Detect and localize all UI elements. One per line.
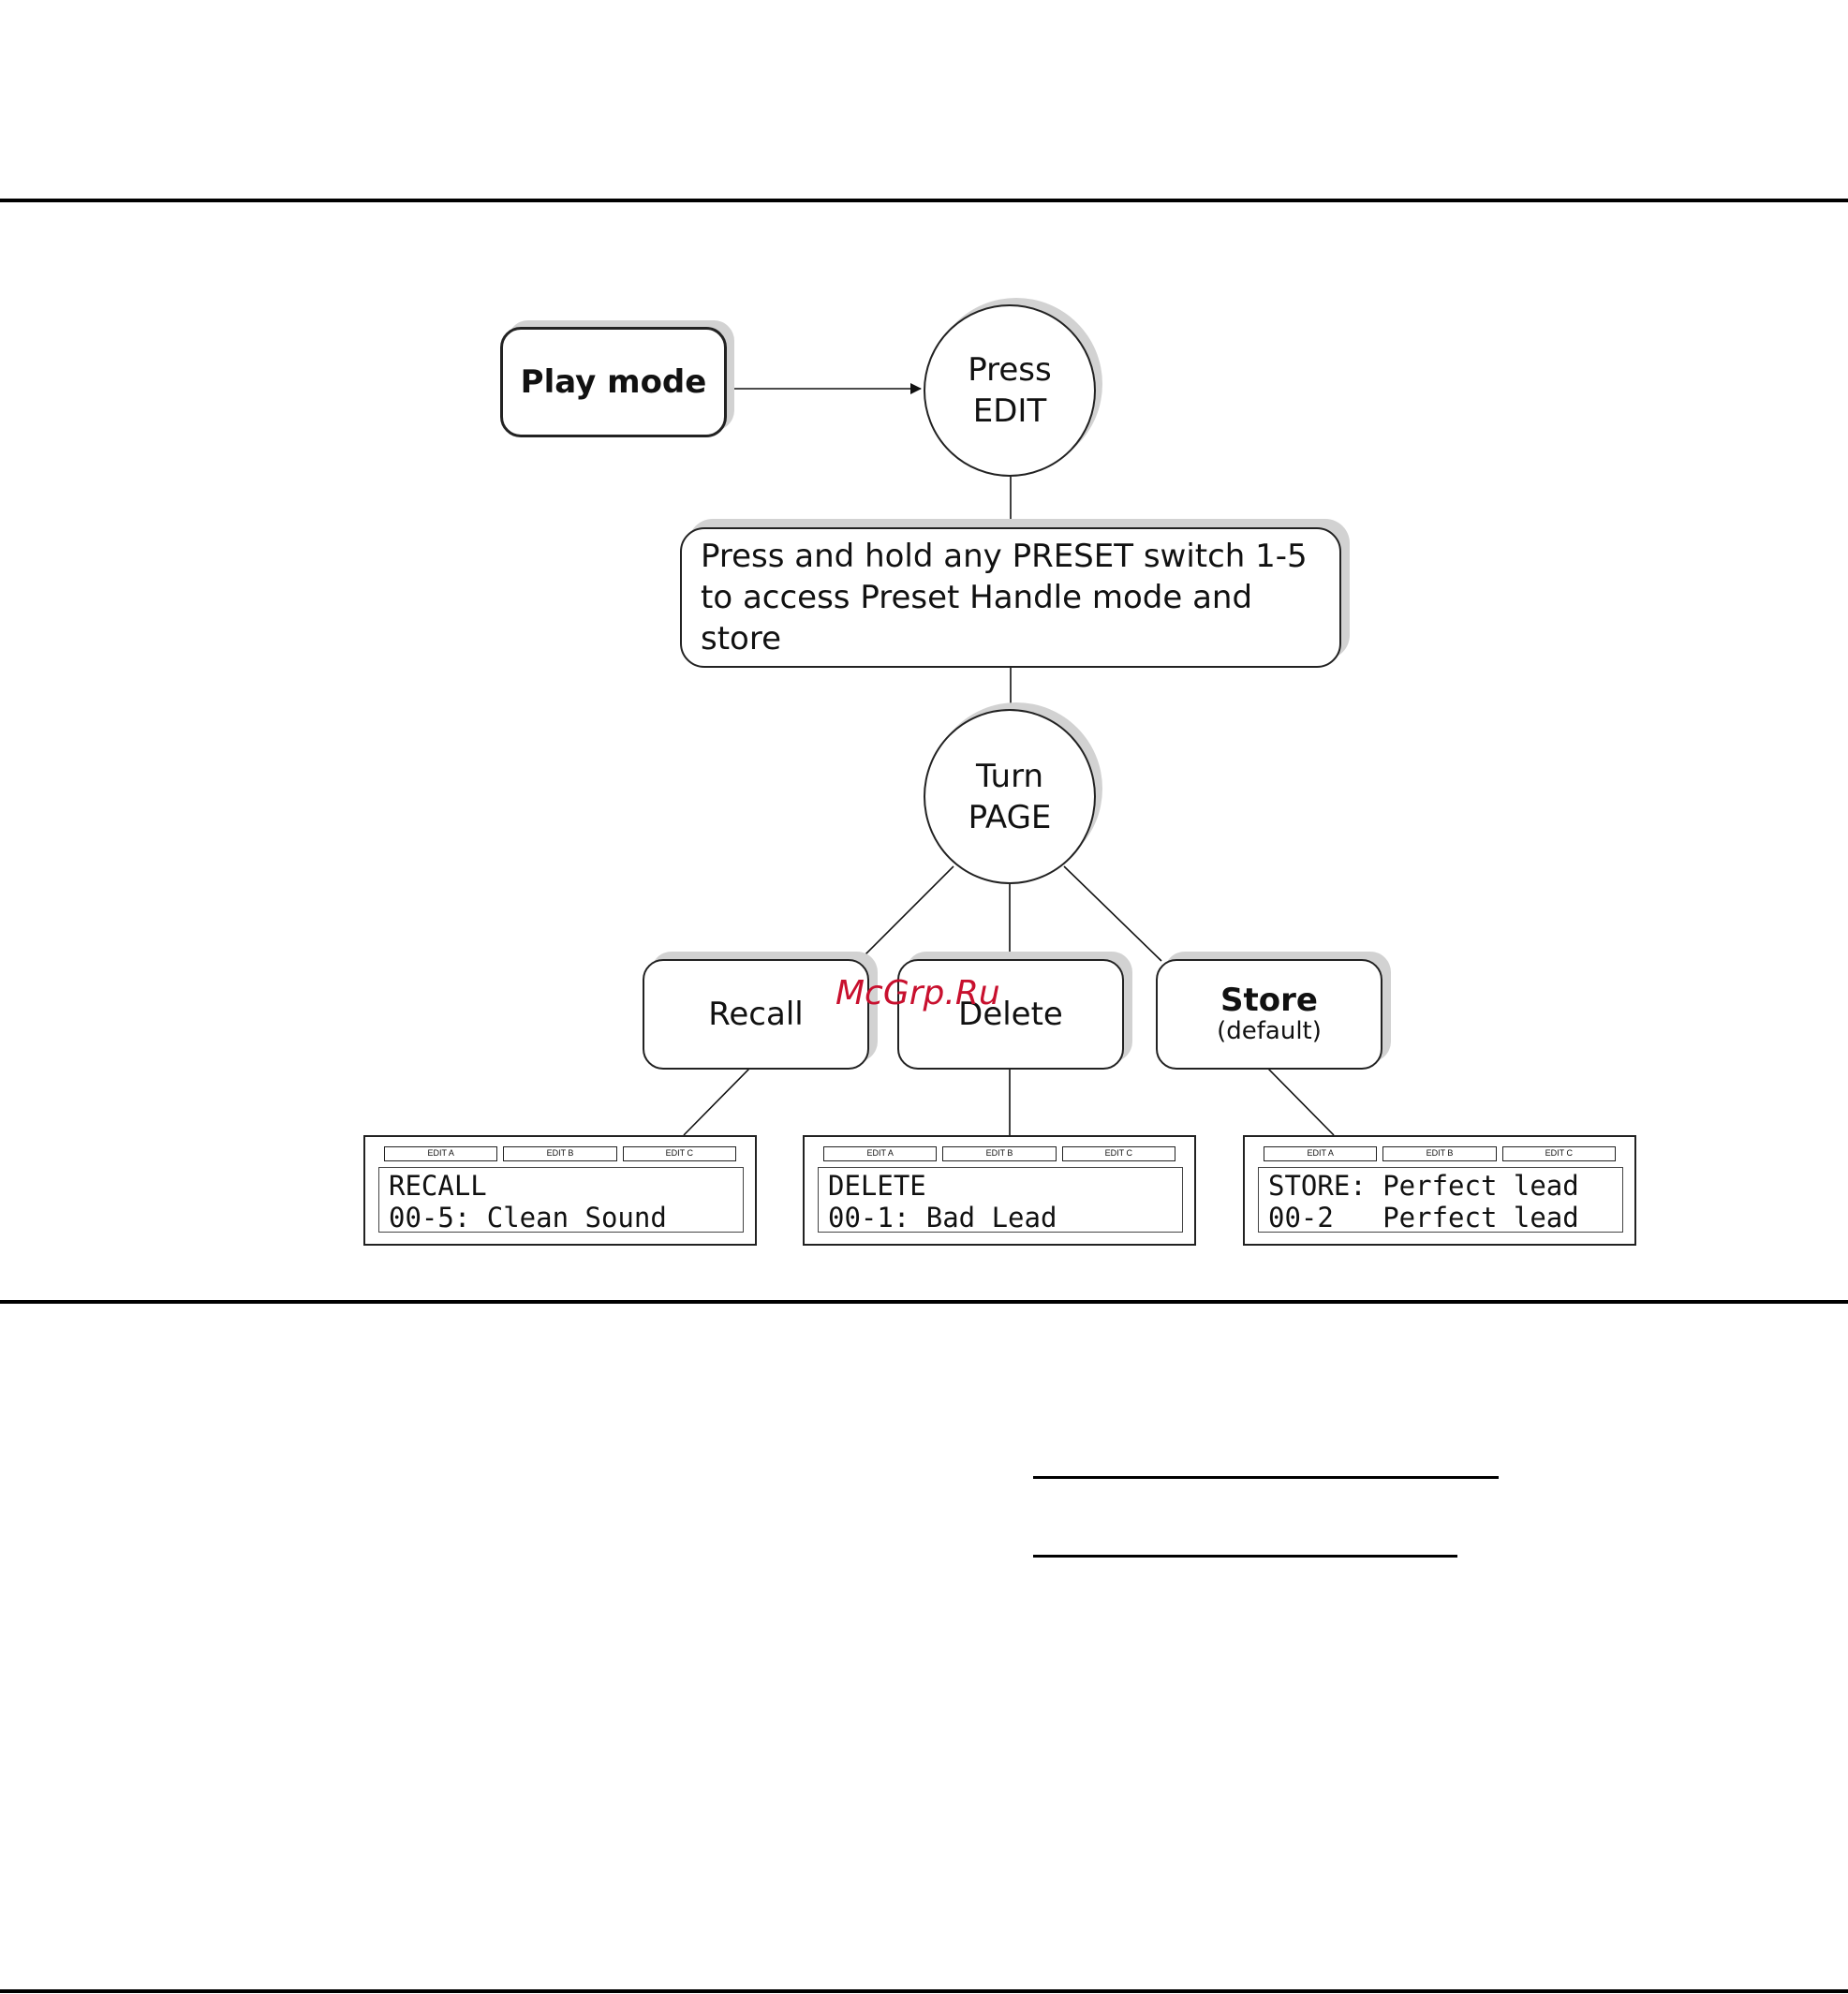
lcd-screen bbox=[378, 1167, 744, 1233]
lcd-store bbox=[1243, 1135, 1636, 1246]
press-edit-line2: EDIT bbox=[972, 392, 1047, 430]
lcd-line1: DELETE bbox=[828, 1170, 926, 1202]
turn-page-line2: PAGE bbox=[968, 798, 1052, 836]
turn-page-line1: Turn bbox=[975, 757, 1044, 795]
play-mode-label: Play mode bbox=[520, 363, 707, 401]
store-note: (default) bbox=[1217, 1017, 1322, 1045]
lcd-line2: 00-2 Perfect lead bbox=[1268, 1202, 1579, 1233]
lcd-tab: EDIT C bbox=[1062, 1146, 1175, 1161]
lcd-tab: EDIT A bbox=[1264, 1146, 1377, 1161]
store-label: Store bbox=[1220, 982, 1318, 1019]
lcd-tab: EDIT B bbox=[1382, 1146, 1496, 1161]
lcd-tab: EDIT C bbox=[1502, 1146, 1616, 1161]
lcd-screen bbox=[1258, 1167, 1623, 1233]
lcd-tab: EDIT B bbox=[503, 1146, 616, 1161]
press-edit-node bbox=[924, 304, 1096, 477]
turn-page-node bbox=[924, 709, 1096, 884]
delete-label: Delete bbox=[958, 996, 1063, 1033]
lcd-line2: 00-5: Clean Sound bbox=[389, 1202, 667, 1233]
lcd-line1: RECALL bbox=[389, 1170, 487, 1202]
lcd-tab: EDIT B bbox=[942, 1146, 1056, 1161]
lcd-line1: STORE: Perfect lead bbox=[1268, 1170, 1579, 1202]
lcd-line2: 00-1: Bad Lead bbox=[828, 1202, 1057, 1233]
watermark: McGrp.Ru bbox=[835, 974, 1000, 1012]
store-node bbox=[1156, 959, 1382, 1070]
lcd-recall bbox=[363, 1135, 757, 1246]
lcd-tab: EDIT C bbox=[623, 1146, 736, 1161]
preset-hold-line1: Press and hold any PRESET switch 1-5 bbox=[701, 538, 1308, 575]
press-edit-line1: Press bbox=[968, 351, 1052, 389]
lcd-tab: EDIT A bbox=[384, 1146, 497, 1161]
lcd-delete bbox=[803, 1135, 1196, 1246]
recall-label: Recall bbox=[708, 996, 804, 1033]
lcd-screen bbox=[818, 1167, 1183, 1233]
preset-hold-line2: to access Preset Handle mode and store bbox=[701, 579, 1253, 657]
play-mode-node bbox=[500, 327, 727, 437]
lcd-tab: EDIT A bbox=[823, 1146, 937, 1161]
preset-hold-node bbox=[680, 527, 1341, 668]
